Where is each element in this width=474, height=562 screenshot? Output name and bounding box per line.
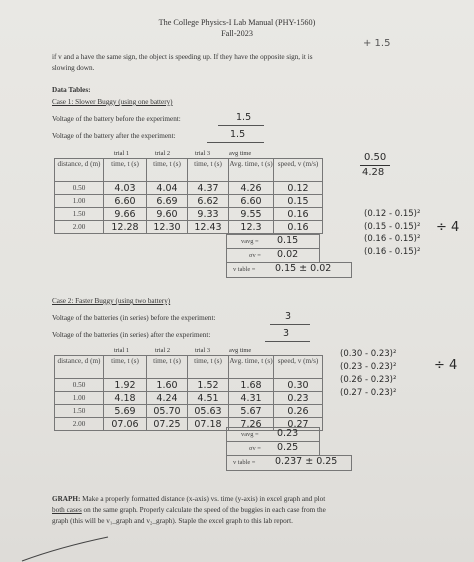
case1-error-value: 0.02 <box>277 249 299 260</box>
case1-margin-sum-line: (0.16 - 0.15)² <box>364 246 421 257</box>
distance-cell: 0.50 <box>55 379 104 392</box>
case2-header-time3: time, t (s) <box>188 356 229 379</box>
graph-instructions-line-1 <box>52 495 325 503</box>
case1-header-avg-time: Avg. time, t (s) <box>229 159 274 182</box>
time-cell: 4.51 <box>188 392 229 405</box>
case1-margin-sum-line: (0.16 - 0.15)² <box>364 234 421 244</box>
distance-cell: 1.00 <box>55 195 104 208</box>
time-cell: 12.43 <box>188 221 229 234</box>
case2-voltage-after-value: 3 <box>283 328 290 339</box>
speed-cell: 0.30 <box>274 379 323 392</box>
case1-data-table <box>54 158 323 234</box>
avg-time-cell: 4.26 <box>229 182 274 195</box>
case2-vavg-value: 0.23 <box>277 428 299 439</box>
case2-trial1-label: trial 1 <box>114 347 130 354</box>
case1-heading: Case 1: Slower Buggy (using one battery) <box>52 98 173 106</box>
case2-voltage-before-value: 3 <box>285 311 292 322</box>
case2-voltage-before-label: Voltage of the batteries (in series) before the experiment: <box>52 314 216 322</box>
distance-cell: 0.50 <box>55 182 104 195</box>
avg-time-cell: 5.67 <box>229 405 274 418</box>
distance-cell: 1.50 <box>55 208 104 221</box>
table-row <box>55 221 323 234</box>
graph-line1-text: Make a properly formatted distance (x-axis) vs. time (y-axis) in excel graph and plot <box>82 495 326 503</box>
case2-header-speed: speed, v (m/s) <box>274 356 323 379</box>
time-cell: 9.33 <box>188 208 229 221</box>
case1-vavg-row <box>226 234 320 249</box>
time-cell: 05.63 <box>188 405 229 418</box>
margin-fraction-top: 0.50 <box>364 152 387 163</box>
graph-instructions-line-2 <box>52 506 326 514</box>
case1-error-row <box>226 248 320 263</box>
case1-trial2-label: trial 2 <box>155 150 171 157</box>
time-cell: 4.03 <box>104 182 147 195</box>
case2-voltage-before-line <box>270 324 310 325</box>
time-cell: 1.60 <box>147 379 188 392</box>
case2-header-distance: distance, d (m) <box>55 356 104 379</box>
speed-cell: 0.15 <box>274 195 323 208</box>
case2-vtable-value: 0.237 ± 0.25 <box>275 456 338 467</box>
case2-margin-sum-line: (0.30 - 0.23)² <box>340 349 397 359</box>
case1-avg-time-label: avg time <box>229 150 252 157</box>
table-row <box>55 208 323 221</box>
case1-vavg-label: vavg = <box>241 238 259 245</box>
case2-margin-sum-line: (0.27 - 0.23)² <box>340 388 397 398</box>
handwritten-score: + 1.5 <box>363 38 391 49</box>
case2-margin-note: ÷ 4 <box>434 358 458 373</box>
case2-error-row <box>226 441 320 456</box>
time-cell: 4.37 <box>188 182 229 195</box>
case2-margin-sum <box>340 348 396 400</box>
time-cell: 6.62 <box>188 195 229 208</box>
avg-time-cell: 9.55 <box>229 208 274 221</box>
avg-time-cell: 6.60 <box>229 195 274 208</box>
speed-cell: 0.16 <box>274 221 323 234</box>
time-cell: 4.24 <box>147 392 188 405</box>
case1-vtable-label: v table = <box>233 266 256 273</box>
case1-header-time1: time, t (s) <box>104 159 147 182</box>
table-row <box>55 195 323 208</box>
case1-header-time3: time, t (s) <box>188 159 229 182</box>
table-row <box>55 182 323 195</box>
table-row <box>55 392 323 405</box>
avg-time-cell: 12.3 <box>229 221 274 234</box>
case1-margin-sum-line: (0.15 - 0.15)² <box>364 221 421 232</box>
case1-vavg-value: 0.15 <box>277 235 299 246</box>
case2-data-table <box>54 355 323 431</box>
case2-voltage-after-line <box>265 341 310 342</box>
time-cell: 07.18 <box>188 418 229 431</box>
case2-margin-sum-line: (0.23 - 0.23)² <box>340 362 397 372</box>
time-cell: 07.06 <box>104 418 147 431</box>
data-tables-heading: Data Tables: <box>52 86 91 94</box>
case2-vavg-row <box>226 427 320 442</box>
time-cell: 1.52 <box>188 379 229 392</box>
case2-trial3-label: trial 3 <box>195 347 211 354</box>
time-cell: 4.18 <box>104 392 147 405</box>
time-cell: 07.25 <box>147 418 188 431</box>
time-cell: 12.30 <box>147 221 188 234</box>
case1-voltage-before-label: Voltage of the battery before the experiment: <box>52 115 181 123</box>
case1-voltage-before-value: 1.5 <box>236 112 252 123</box>
case2-trial2-label: trial 2 <box>155 347 171 354</box>
case2-voltage-after-label: Voltage of the batteries (in series) after the experiment: <box>52 331 211 339</box>
case2-margin-sum-line: (0.26 - 0.23)² <box>340 375 397 385</box>
case1-voltage-after-line <box>207 142 264 143</box>
avg-time-cell: 1.68 <box>229 379 274 392</box>
intro-line-2: slowing down. <box>52 64 95 72</box>
speed-cell: 0.12 <box>274 182 323 195</box>
graph-line2-text: on the same graph. Properly calculate the speed of the buggies in each case from the <box>81 506 326 514</box>
case1-error-label: σv = <box>249 252 261 259</box>
case1-vtable-row <box>226 262 352 278</box>
distance-cell: 1.00 <box>55 392 104 405</box>
case2-avg-time-label: avg time <box>229 347 252 354</box>
case1-header-time2: time, t (s) <box>147 159 188 182</box>
time-cell: 05.70 <box>147 405 188 418</box>
case2-vtable-label: v table = <box>233 459 256 466</box>
distance-cell: 2.00 <box>55 221 104 234</box>
case2-error-value: 0.25 <box>277 442 299 453</box>
case1-vtable-value: 0.15 ± 0.02 <box>275 263 332 274</box>
graph-label: GRAPH: <box>52 495 81 503</box>
case1-voltage-before-line <box>218 125 264 126</box>
case1-margin-note: ÷ 4 <box>436 220 460 235</box>
avg-time-cell: 7.26 <box>229 418 274 431</box>
case1-trial1-label: trial 1 <box>114 150 130 157</box>
margin-fraction-bar <box>360 165 390 166</box>
case1-header-distance: distance, d (m) <box>55 159 104 182</box>
graph-line2-emphasis: both cases <box>52 506 82 514</box>
time-cell: 6.69 <box>147 195 188 208</box>
speed-cell: 0.27 <box>274 418 323 431</box>
margin-fraction-bottom: 4.28 <box>362 167 385 178</box>
intro-line-1: if v and a have the same sign, the object is speeding up. If they have the opposite sign, it is <box>52 53 313 61</box>
case2-heading: Case 2: Faster Buggy (using two battery) <box>52 297 171 305</box>
case2-error-label: σv = <box>249 445 261 452</box>
time-cell: 6.60 <box>104 195 147 208</box>
pen-stroke <box>20 535 110 562</box>
case1-voltage-after-label: Voltage of the battery after the experiment: <box>52 132 176 140</box>
graph-instructions-line-3: graph (this will be v₁_graph and v₂_graph). Staple the excel graph to this lab report. <box>52 517 293 525</box>
case2-header-time2: time, t (s) <box>147 356 188 379</box>
speed-cell: 0.16 <box>274 208 323 221</box>
time-cell: 4.04 <box>147 182 188 195</box>
time-cell: 5.69 <box>104 405 147 418</box>
case1-voltage-after-value: 1.5 <box>230 129 246 140</box>
case2-vtable-row <box>226 455 352 471</box>
time-cell: 1.92 <box>104 379 147 392</box>
case2-vavg-label: vavg = <box>241 431 259 438</box>
table-row <box>55 405 323 418</box>
case2-header-avg-time: Avg. time, t (s) <box>229 356 274 379</box>
avg-time-cell: 4.31 <box>229 392 274 405</box>
page-title: The College Physics-I Lab Manual (PHY-1560) <box>158 18 316 27</box>
page-term: Fall-2023 <box>221 29 253 38</box>
time-cell: 9.66 <box>104 208 147 221</box>
case1-margin-sum <box>364 208 420 258</box>
case2-header-time1: time, t (s) <box>104 356 147 379</box>
case1-trial3-label: trial 3 <box>195 150 211 157</box>
table-row <box>55 379 323 392</box>
time-cell: 9.60 <box>147 208 188 221</box>
distance-cell: 2.00 <box>55 418 104 431</box>
speed-cell: 0.23 <box>274 392 323 405</box>
case1-margin-sum-line: (0.12 - 0.15)² <box>364 209 421 219</box>
speed-cell: 0.26 <box>274 405 323 418</box>
case1-header-speed: speed, v (m/s) <box>274 159 323 182</box>
distance-cell: 1.50 <box>55 405 104 418</box>
time-cell: 12.28 <box>104 221 147 234</box>
